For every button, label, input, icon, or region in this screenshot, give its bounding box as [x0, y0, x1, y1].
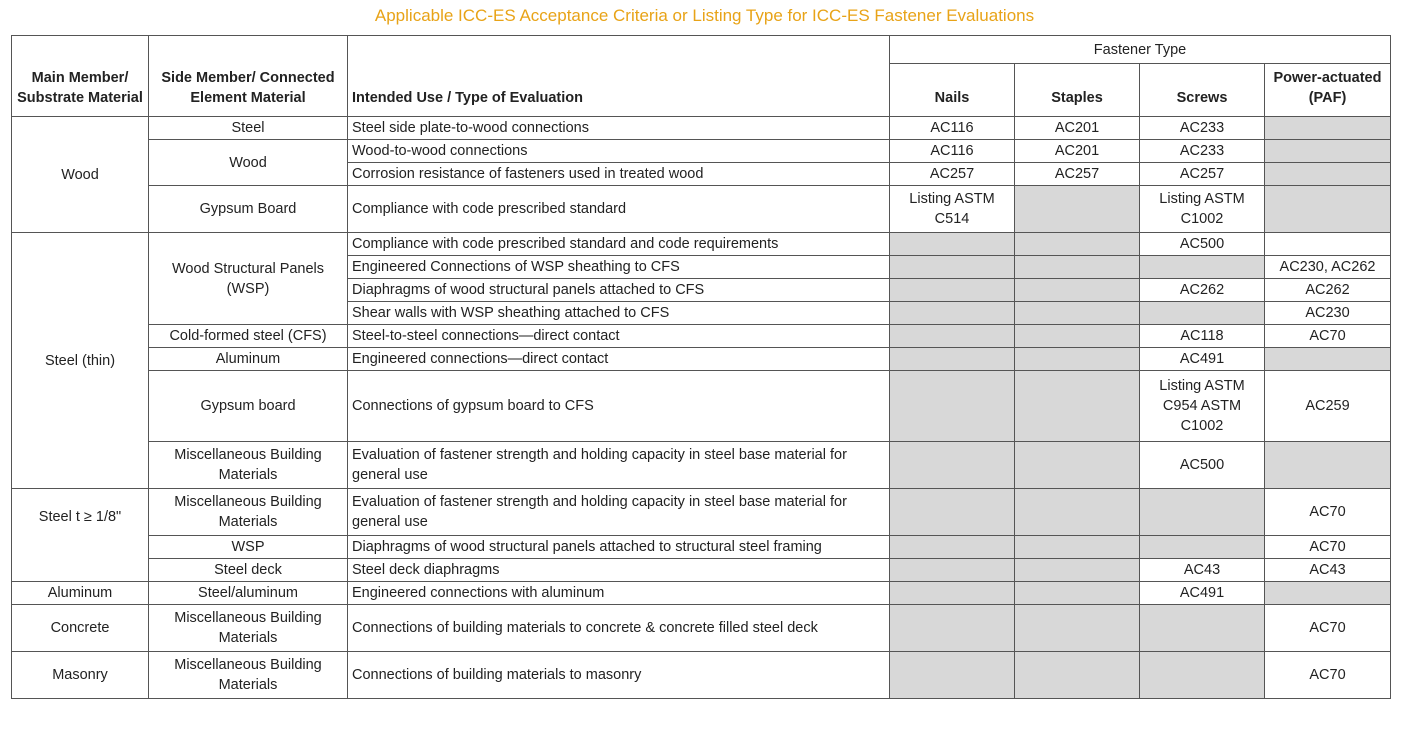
paf-cell: AC70	[1265, 325, 1391, 348]
side-member-cell: WSP	[149, 536, 348, 559]
header-staples: Staples	[1015, 64, 1140, 117]
side-member-cell: Miscellaneous Building Materials	[149, 442, 348, 489]
paf-cell: AC70	[1265, 536, 1391, 559]
intended-use-cell: Connections of building materials to concrete & concrete filled steel deck	[348, 605, 890, 652]
table-row	[12, 605, 1391, 652]
staples-cell	[1015, 442, 1140, 489]
paf-cell	[1265, 442, 1391, 489]
paf-cell: AC230, AC262	[1265, 256, 1391, 279]
staples-cell	[1015, 325, 1140, 348]
intended-use-cell: Steel deck diaphragms	[348, 559, 890, 582]
table-row	[12, 371, 1391, 442]
screws-cell: AC500	[1140, 442, 1265, 489]
nails-cell	[890, 559, 1015, 582]
nails-cell	[890, 489, 1015, 536]
intended-use-cell: Engineered Connections of WSP sheathing to CFS	[348, 256, 890, 279]
intended-use-cell: Wood-to-wood connections	[348, 140, 890, 163]
side-member-cell: Gypsum Board	[149, 186, 348, 233]
nails-cell	[890, 371, 1015, 442]
nails-cell: AC116	[890, 117, 1015, 140]
staples-cell	[1015, 582, 1140, 605]
staples-cell	[1015, 371, 1140, 442]
header-paf: Power-actuated (PAF)	[1265, 64, 1391, 117]
table-row	[12, 536, 1391, 559]
screws-cell: AC233	[1140, 140, 1265, 163]
main-member-cell: Steel t ≥ 1/8"	[12, 489, 149, 582]
main-member-cell: Aluminum	[12, 582, 149, 605]
intended-use-cell: Connections of building materials to masonry	[348, 652, 890, 699]
paf-cell: AC70	[1265, 489, 1391, 536]
intended-use-cell: Evaluation of fastener strength and holding capacity in steel base material for general use	[348, 489, 890, 536]
intended-use-cell: Connections of gypsum board to CFS	[348, 371, 890, 442]
table-row	[12, 489, 1391, 536]
screws-cell	[1140, 256, 1265, 279]
main-member-cell: Steel (thin)	[12, 233, 149, 489]
header-intended-use: Intended Use / Type of Evaluation	[348, 36, 890, 117]
screws-cell: AC43	[1140, 559, 1265, 582]
header-screws: Screws	[1140, 64, 1265, 117]
table-row	[12, 186, 1391, 233]
fastener-evaluation-table	[11, 35, 1391, 699]
nails-cell	[890, 348, 1015, 371]
nails-cell	[890, 325, 1015, 348]
paf-cell	[1265, 163, 1391, 186]
side-member-cell: Miscellaneous Building Materials	[149, 605, 348, 652]
paf-cell	[1265, 582, 1391, 605]
screws-cell: Listing ASTM C954 ASTM C1002	[1140, 371, 1265, 442]
nails-cell	[890, 605, 1015, 652]
screws-cell	[1140, 536, 1265, 559]
intended-use-cell: Diaphragms of wood structural panels attached to structural steel framing	[348, 536, 890, 559]
paf-cell: AC259	[1265, 371, 1391, 442]
main-member-cell: Concrete	[12, 605, 149, 652]
table-row	[12, 582, 1391, 605]
side-member-cell: Steel/aluminum	[149, 582, 348, 605]
staples-cell: AC201	[1015, 117, 1140, 140]
screws-cell: AC262	[1140, 279, 1265, 302]
paf-cell: AC262	[1265, 279, 1391, 302]
screws-cell: AC491	[1140, 348, 1265, 371]
header-side-member: Side Member/ Connected Element Material	[149, 36, 348, 117]
paf-cell	[1265, 233, 1391, 256]
paf-cell: AC70	[1265, 605, 1391, 652]
main-member-cell: Masonry	[12, 652, 149, 699]
table-row	[12, 442, 1391, 489]
table-row	[12, 652, 1391, 699]
staples-cell	[1015, 489, 1140, 536]
screws-cell: AC257	[1140, 163, 1265, 186]
intended-use-cell: Engineered connections—direct contact	[348, 348, 890, 371]
intended-use-cell: Corrosion resistance of fasteners used in treated wood	[348, 163, 890, 186]
nails-cell	[890, 233, 1015, 256]
staples-cell	[1015, 186, 1140, 233]
table-row	[12, 140, 1391, 163]
staples-cell	[1015, 256, 1140, 279]
intended-use-cell: Evaluation of fastener strength and holding capacity in steel base material for general use	[348, 442, 890, 489]
intended-use-cell: Compliance with code prescribed standard	[348, 186, 890, 233]
staples-cell	[1015, 652, 1140, 699]
screws-cell: AC118	[1140, 325, 1265, 348]
intended-use-cell: Compliance with code prescribed standard and code requirements	[348, 233, 890, 256]
paf-cell	[1265, 186, 1391, 233]
nails-cell	[890, 652, 1015, 699]
screws-cell	[1140, 605, 1265, 652]
screws-cell: AC491	[1140, 582, 1265, 605]
intended-use-cell: Steel-to-steel connections—direct contact	[348, 325, 890, 348]
paf-cell: AC230	[1265, 302, 1391, 325]
screws-cell: AC500	[1140, 233, 1265, 256]
screws-cell	[1140, 652, 1265, 699]
staples-cell	[1015, 233, 1140, 256]
staples-cell: AC257	[1015, 163, 1140, 186]
staples-cell	[1015, 605, 1140, 652]
side-member-cell: Aluminum	[149, 348, 348, 371]
table-row	[12, 325, 1391, 348]
page-title: Applicable ICC-ES Acceptance Criteria or Listing Type for ICC-ES Fastener Evaluations	[374, 6, 1035, 25]
side-member-cell: Miscellaneous Building Materials	[149, 489, 348, 536]
side-member-cell: Steel deck	[149, 559, 348, 582]
table-row	[12, 559, 1391, 582]
nails-cell: AC257	[890, 163, 1015, 186]
nails-cell	[890, 279, 1015, 302]
nails-cell	[890, 442, 1015, 489]
side-member-cell: Cold-formed steel (CFS)	[149, 325, 348, 348]
side-member-cell: Wood Structural Panels (WSP)	[149, 233, 348, 325]
staples-cell	[1015, 559, 1140, 582]
intended-use-cell: Steel side plate-to-wood connections	[348, 117, 890, 140]
paf-cell	[1265, 117, 1391, 140]
staples-cell: AC201	[1015, 140, 1140, 163]
header-nails: Nails	[890, 64, 1015, 117]
header-fastener-type: Fastener Type	[890, 36, 1391, 64]
table-row	[12, 348, 1391, 371]
nails-cell: Listing ASTM C514	[890, 186, 1015, 233]
staples-cell	[1015, 348, 1140, 371]
side-member-cell: Miscellaneous Building Materials	[149, 652, 348, 699]
screws-cell	[1140, 489, 1265, 536]
screws-cell: Listing ASTM C1002	[1140, 186, 1265, 233]
staples-cell	[1015, 536, 1140, 559]
side-member-cell: Steel	[149, 117, 348, 140]
paf-cell: AC70	[1265, 652, 1391, 699]
side-member-cell: Wood	[149, 140, 348, 186]
header-main-member: Main Member/ Substrate Material	[12, 36, 149, 117]
table-row	[12, 117, 1391, 140]
table-row	[12, 233, 1391, 256]
screws-cell	[1140, 302, 1265, 325]
screws-cell: AC233	[1140, 117, 1265, 140]
nails-cell: AC116	[890, 140, 1015, 163]
main-member-cell: Wood	[12, 117, 149, 233]
nails-cell	[890, 582, 1015, 605]
paf-cell: AC43	[1265, 559, 1391, 582]
paf-cell	[1265, 140, 1391, 163]
staples-cell	[1015, 302, 1140, 325]
intended-use-cell: Diaphragms of wood structural panels attached to CFS	[348, 279, 890, 302]
nails-cell	[890, 302, 1015, 325]
staples-cell	[1015, 279, 1140, 302]
side-member-cell: Gypsum board	[149, 371, 348, 442]
paf-cell	[1265, 348, 1391, 371]
intended-use-cell: Shear walls with WSP sheathing attached to CFS	[348, 302, 890, 325]
nails-cell	[890, 256, 1015, 279]
nails-cell	[890, 536, 1015, 559]
intended-use-cell: Engineered connections with aluminum	[348, 582, 890, 605]
